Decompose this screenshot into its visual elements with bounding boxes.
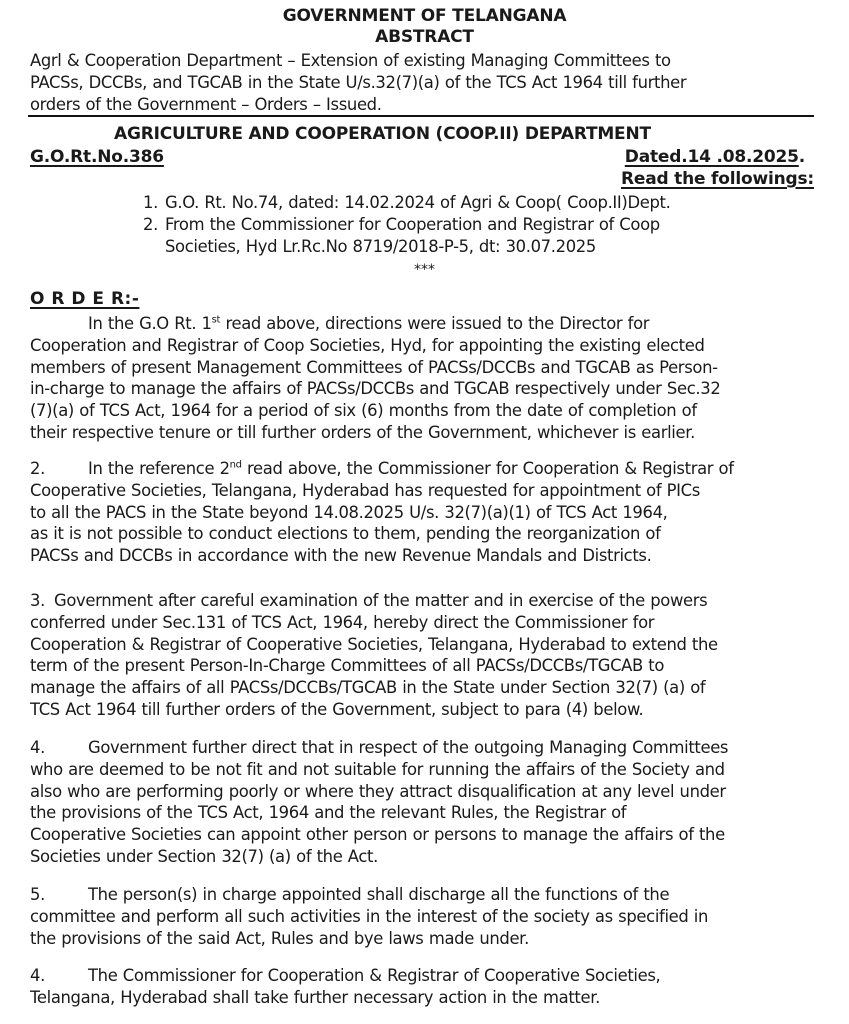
paragraph-line: as it is not possible to conduct elections to them, pending the reorganization of	[30, 524, 661, 544]
abstract-line	[30, 50, 814, 72]
go-number: G.O.Rt.No.386	[30, 147, 164, 167]
paragraph-line: the provisions of the said Act, Rules and bye laws made under.	[30, 928, 529, 948]
reference-text-line: From the Commissioner for Cooperation and Registrar of Coop	[165, 214, 660, 234]
p2-text-a: In the reference 2	[88, 459, 230, 478]
paragraph-number: 4.	[30, 738, 45, 757]
paragraph-line	[30, 737, 814, 759]
paragraph-4	[30, 737, 814, 868]
abstract-text	[30, 50, 814, 115]
paragraph-line	[30, 965, 814, 987]
abstract-label: ABSTRACT	[375, 27, 474, 47]
paragraph-number: 4.	[30, 966, 45, 985]
references-list	[143, 192, 783, 257]
reference-text	[165, 214, 660, 258]
reference-number: 2.	[143, 214, 158, 234]
paragraph-line: conferred under Sec.131 of TCS Act, 1964, hereby direct the Commissioner for	[30, 612, 655, 632]
p5-text: The person(s) in charge appointed shall discharge all the functions of the	[88, 885, 670, 904]
paragraph-2	[30, 458, 814, 567]
read-label: Read the followings:	[621, 169, 814, 189]
paragraph-5	[30, 884, 814, 949]
paragraph-line: committee and perform all such activities in the interest of the society as specified in	[30, 906, 709, 926]
reference-text-line: Societies, Hyd Lr.Rc.No 8719/2018-P-5, dt: 30.07.2025	[165, 236, 596, 256]
paragraph-line	[30, 884, 814, 906]
order-date	[625, 147, 805, 167]
paragraph-number: 5.	[30, 885, 45, 904]
paragraph-line: Telangana, Hyderabad shall take further necessary action in the matter.	[30, 987, 600, 1007]
paragraph-line	[30, 590, 814, 612]
paragraph-line	[30, 458, 814, 480]
paragraph-line: term of the present Person-In-Charge Committees of all PACSs/DCCBs/TGCAB to	[30, 656, 665, 676]
header-divider	[28, 115, 814, 117]
reference-number: 1.	[143, 193, 158, 212]
p1-text-a: In the G.O Rt. 1	[88, 314, 212, 333]
reference-item	[143, 192, 783, 214]
p3-text: Government after careful examination of the matter and in exercise of the powers	[54, 591, 708, 610]
order-date-value: Dated.14 .08.2025	[624, 147, 799, 167]
abstract-line: PACSs, DCCBs, and TGCAB in the State U/s.32(7)(a) of the TCS Act 1964 till further	[30, 72, 687, 92]
paragraph-line: Cooperative Societies, Telangana, Hyderabad has requested for appointment of PICs	[30, 480, 700, 500]
reference-item	[143, 214, 783, 258]
reference-text: G.O. Rt. No.74, dated: 14.02.2024 of Agri & Coop( Coop.II)Dept.	[165, 193, 671, 212]
paragraph-line: (7)(a) of TCS Act, 1964 for a period of six (6) months from the date of completion of	[30, 401, 697, 421]
government-title: GOVERNMENT OF TELANGANA	[282, 6, 567, 26]
p1-text-b: read above, directions were issued to the Director for	[220, 314, 650, 333]
department-title: AGRICULTURE AND COOPERATION (COOP.II) DEPARTMENT	[114, 124, 651, 144]
abstract-line: orders of the Government – Orders – Issued.	[30, 94, 382, 114]
order-date-suffix: .	[798, 147, 805, 167]
paragraph-number: 2.	[30, 459, 45, 478]
p2-text-b: read above, the Commissioner for Cooperation & Registrar of	[241, 459, 734, 478]
separator-stars: ***	[414, 262, 435, 278]
ordinal-suffix: nd	[229, 459, 242, 471]
paragraph-line: their respective tenure or till further orders of the Government, whichever is earlier.	[30, 422, 695, 442]
paragraph-number: 3.	[30, 591, 45, 610]
paragraph-line: who are deemed to be not fit and not suitable for running the affairs of the Society and	[30, 759, 725, 779]
paragraph-line: manage the affairs of all PACSs/DCCBs/TGCAB in the State under Section 32(7) (a) of	[30, 678, 706, 698]
paragraph-line: PACSs and DCCBs in accordance with the new Revenue Mandals and Districts.	[30, 546, 652, 566]
p1-line1-text	[88, 313, 649, 335]
paragraph-line: also who are performing poorly or where they attract disqualification at any level under	[30, 781, 726, 801]
p6-text: The Commissioner for Cooperation & Registrar of Cooperative Societies,	[88, 966, 661, 985]
ordinal-suffix: st	[211, 314, 221, 326]
paragraph-3	[30, 590, 814, 721]
order-label: O R D E R:-	[30, 289, 140, 309]
paragraph-line: Cooperation and Registrar of Coop Societies, Hyd, for appointing the existing elected	[30, 335, 705, 355]
paragraph-line: TCS Act 1964 till further orders of the Government, subject to para (4) below.	[30, 699, 644, 719]
abstract-line-1: Agrl & Cooperation Department – Extension of existing Managing Committees to	[30, 51, 671, 70]
paragraph-line: in-charge to manage the affairs of PACSs/DCCBs and TGCAB respectively under Sec.32	[30, 379, 721, 399]
paragraph-6	[30, 965, 814, 1009]
paragraph-line: members of present Management Committees of PACSs/DCCBs and TGCAB as Person-	[30, 357, 718, 377]
paragraph-line: the provisions of the TCS Act, 1964 and the relevant Rules, the Registrar of	[30, 803, 627, 823]
paragraph-line: to all the PACS in the State beyond 14.08.2025 U/s. 32(7)(a)(1) of TCS Act 1964,	[30, 502, 668, 522]
paragraph-line: Societies under Section 32(7) (a) of the Act.	[30, 846, 378, 866]
paragraph-line: Cooperative Societies can appoint other person or persons to manage the affairs of the	[30, 825, 725, 845]
paragraph-line	[30, 313, 814, 335]
paragraph-line: Cooperation & Registrar of Cooperative Societies, Telangana, Hyderabad to extend the	[30, 634, 718, 654]
paragraph-1	[30, 313, 814, 444]
p4-text: Government further direct that in respect of the outgoing Managing Committees	[88, 738, 729, 757]
